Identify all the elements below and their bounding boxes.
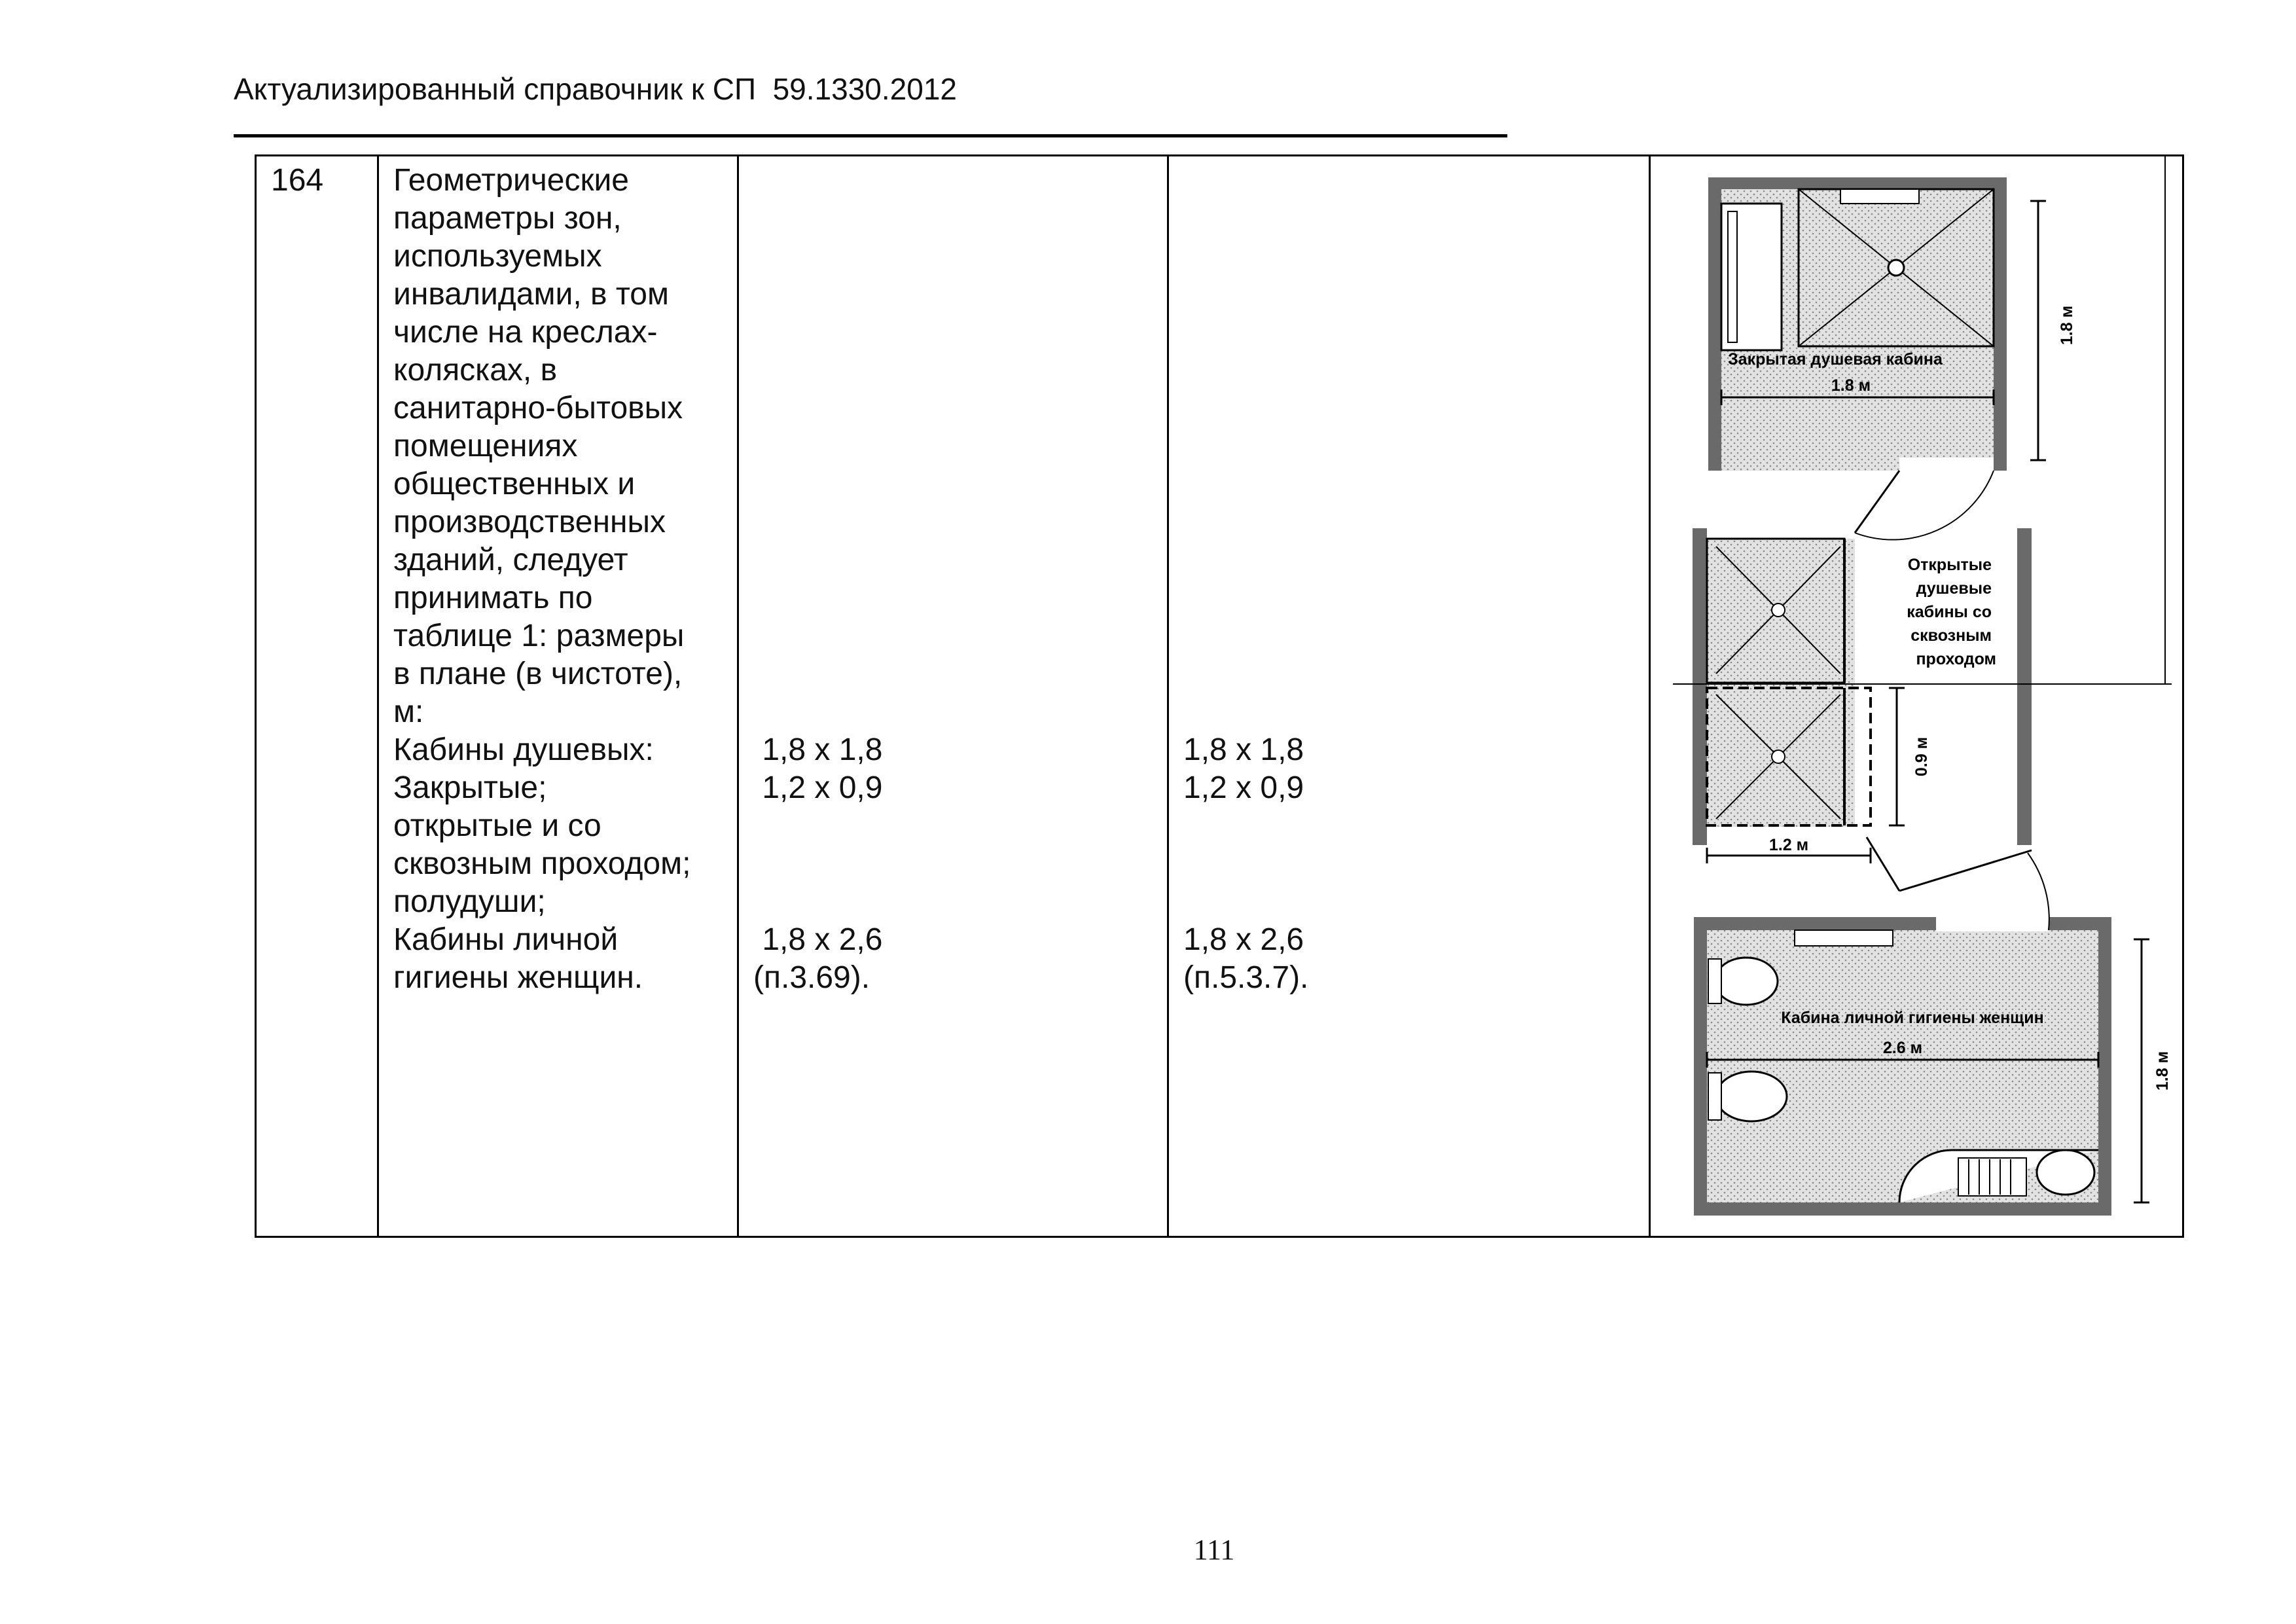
row-number-cell [256, 156, 378, 1237]
text-line: таблице 1: размеры [393, 619, 685, 653]
text-line [753, 162, 1155, 200]
value-new-text [1169, 156, 1649, 997]
text-line: 1,8 х 1,8 [753, 732, 883, 767]
text-line [1183, 541, 1637, 579]
description-text [379, 156, 737, 997]
text-line: производственных [393, 505, 666, 539]
text-line [1183, 238, 1637, 276]
hygiene-cabin-label: Кабина личной гигиены женщин [1781, 1009, 2044, 1027]
text-line [753, 427, 1155, 465]
text-line [1183, 693, 1637, 731]
hygiene-cabin-width-dim: 2.6 м [1882, 1039, 1923, 1057]
text-line [753, 807, 1155, 845]
text-line: колясках, в [393, 353, 558, 388]
text-line [1183, 617, 1637, 655]
drawing-cell [1650, 156, 2183, 1237]
text-line [1183, 579, 1637, 617]
hygiene-cabin-plan [1694, 853, 2172, 1216]
open-shower-width-dim: 1.2 м [1768, 836, 1809, 854]
text-line: 1,2 х 0,9 [753, 770, 883, 805]
text-line [753, 352, 1155, 389]
text-line: принимать по [393, 581, 593, 615]
text-line: гигиены женщин. [393, 960, 643, 995]
value-old-text [739, 156, 1167, 997]
text-line: инвалидами, в том [393, 277, 669, 312]
header-rule [234, 134, 1507, 137]
text-line: помещениях [393, 429, 578, 463]
closed-shower-height-dim: 1.8 м [2058, 305, 2076, 346]
text-line: полудуши; [393, 884, 546, 919]
text-line: 1,8 х 2,6 [1183, 922, 1304, 957]
open-shower-plan [1673, 528, 2172, 891]
text-line: общественных и [393, 467, 636, 501]
text-line: 1,2 х 0,9 [1183, 770, 1304, 805]
toilet-icon [1715, 958, 1778, 1005]
text-line: числе на креслах- [393, 315, 658, 350]
text-line [1183, 845, 1637, 883]
text-line [1183, 807, 1637, 845]
text-line [753, 276, 1155, 314]
closed-shower-door [1855, 471, 1899, 533]
text-line: 1,8 х 1,8 [1183, 732, 1304, 767]
open-shower-right-wall [2017, 528, 2032, 845]
text-line [1183, 389, 1637, 427]
text-line: Кабины личной [393, 922, 619, 957]
text-line: используемых [393, 239, 602, 274]
text-line [1183, 427, 1637, 465]
page-number: 111 [1193, 1534, 1235, 1566]
text-line [1183, 503, 1637, 541]
closed-shower-door-gap [1899, 458, 1994, 472]
drain-icon [1888, 260, 1904, 276]
closed-shower-plan [1708, 177, 2076, 540]
closed-shower-width-dim: 1.8 м [1831, 376, 1871, 395]
text-line: зданий, следует [393, 543, 628, 577]
text-line [1183, 883, 1637, 921]
text-line: открытые и со [393, 808, 601, 843]
text-line [753, 238, 1155, 276]
text-line [1183, 162, 1637, 200]
text-line [1183, 352, 1637, 389]
text-line: (п.5.3.7). [1183, 960, 1309, 995]
text-line: санитарно-бытовых [393, 391, 683, 425]
text-line [753, 389, 1155, 427]
document-header: Актуализированный справочник к СП 59.1330.2012 [234, 72, 957, 106]
text-line [753, 883, 1155, 921]
text-line: Закрытые; [393, 770, 547, 805]
text-line [1183, 314, 1637, 352]
floor-plans-svg [1651, 156, 2178, 1236]
text-line: (п.3.69). [753, 960, 870, 995]
text-line: сквозным проходом; [393, 846, 691, 881]
specification-table [255, 154, 2184, 1238]
row-number: 164 [271, 163, 324, 198]
text-line [753, 314, 1155, 352]
text-line: 1,8 х 2,6 [753, 922, 883, 957]
open-shower-left-wall [1693, 528, 1707, 845]
text-line [1183, 276, 1637, 314]
value-cell-old [738, 156, 1168, 1237]
wall-shelf [1795, 930, 1893, 946]
text-line [753, 693, 1155, 731]
closed-shower-label: Закрытая душевая кабина [1728, 350, 1943, 369]
bidet-icon [1716, 1072, 1787, 1121]
text-line: Геометрические [393, 163, 629, 198]
text-line [753, 200, 1155, 238]
text-line: в плане (в чистоте), [393, 657, 683, 691]
text-line [753, 579, 1155, 617]
open-shower-door [1867, 837, 1899, 891]
text-line: параметры зон, [393, 201, 622, 236]
shower-mixer [1840, 189, 1919, 204]
text-line [753, 845, 1155, 883]
text-line [753, 655, 1155, 693]
text-line: м: [393, 695, 424, 729]
open-shower-label: Открытые душевые кабины со сквозным проходом [1907, 556, 1996, 668]
open-shower-height-dim: 0.9 м [1912, 736, 1931, 777]
table-row [256, 156, 2183, 1237]
text-line [1183, 465, 1637, 503]
text-line [753, 503, 1155, 541]
text-line [753, 541, 1155, 579]
washbasin-icon [2037, 1150, 2094, 1195]
text-line [753, 617, 1155, 655]
text-line: Кабины душевых: [393, 732, 654, 767]
text-line [1183, 655, 1637, 693]
hygiene-cabin-height-dim: 1.8 м [2153, 1051, 2172, 1091]
text-line [1183, 200, 1637, 238]
text-line [753, 465, 1155, 503]
plan-drawings [1651, 156, 2182, 1236]
hygiene-cabin-door-gap [1936, 916, 2049, 931]
description-cell [378, 156, 738, 1237]
value-cell-new [1168, 156, 1650, 1237]
grab-bar [1728, 211, 1737, 342]
